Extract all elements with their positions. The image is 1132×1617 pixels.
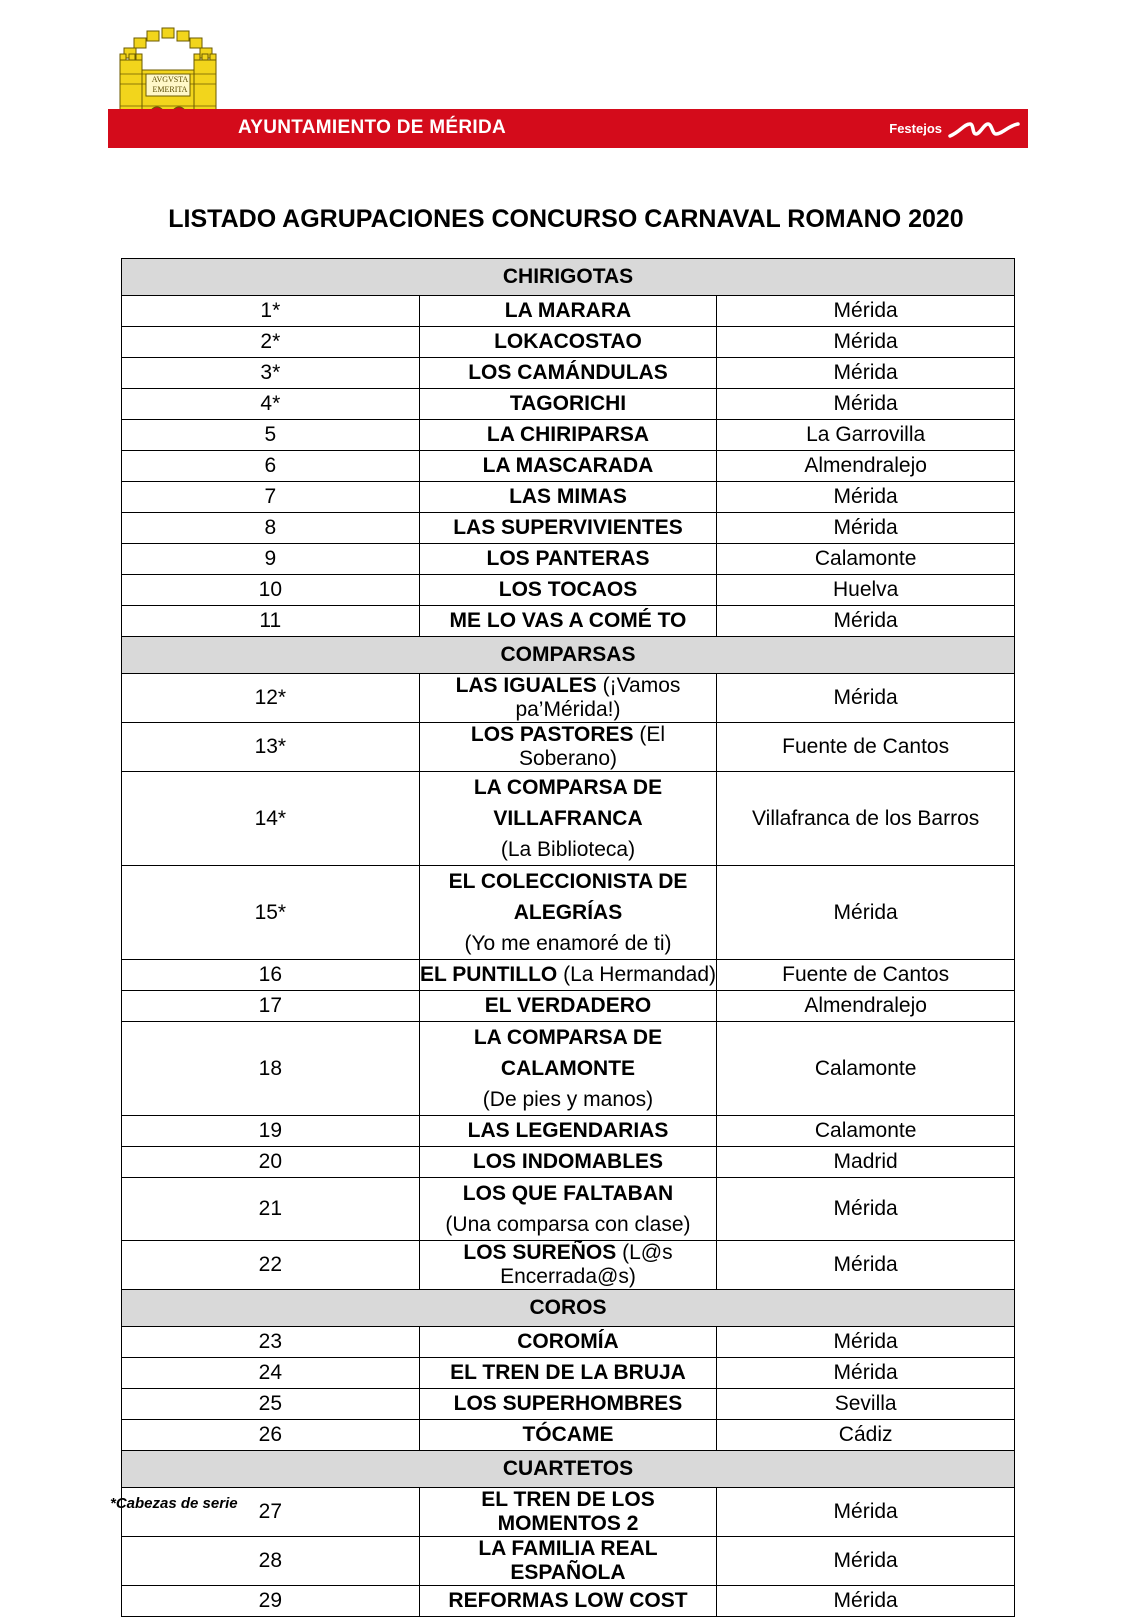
group-subtitle: (Yo me enamoré de ti) bbox=[464, 932, 672, 955]
group-number: 23 bbox=[122, 1327, 420, 1358]
group-subtitle: (L@s Encerrada@s) bbox=[500, 1241, 673, 1288]
group-number: 16 bbox=[122, 960, 420, 991]
group-name: LAS IGUALES bbox=[455, 674, 597, 697]
group-number: 4* bbox=[122, 389, 420, 420]
group-name: ME LO VAS A COMÉ TO bbox=[449, 609, 687, 632]
group-city: Mérida bbox=[717, 513, 1015, 544]
table-row bbox=[122, 1586, 1015, 1617]
group-name-cell bbox=[419, 1420, 717, 1451]
group-number: 2* bbox=[122, 327, 420, 358]
group-name-cell bbox=[419, 327, 717, 358]
table-row bbox=[122, 513, 1015, 544]
group-name: LA COMPARSA DE VILLAFRANCA bbox=[473, 776, 663, 830]
group-name-cell bbox=[419, 1022, 717, 1116]
group-number: 29 bbox=[122, 1586, 420, 1617]
group-name: LOS QUE FALTABAN bbox=[462, 1182, 674, 1205]
group-number: 11 bbox=[122, 606, 420, 637]
section-header-row bbox=[122, 259, 1015, 296]
group-subtitle: (De pies y manos) bbox=[482, 1088, 654, 1111]
group-name-cell bbox=[419, 674, 717, 723]
group-name-cell bbox=[419, 1241, 717, 1290]
group-city: Mérida bbox=[717, 1537, 1015, 1586]
group-name-cell bbox=[419, 296, 717, 327]
table-row bbox=[122, 1420, 1015, 1451]
group-name: LA MASCARADA bbox=[482, 454, 654, 477]
group-name-cell bbox=[419, 358, 717, 389]
group-name-cell bbox=[419, 482, 717, 513]
section-header-row bbox=[122, 1451, 1015, 1488]
group-city: Mérida bbox=[717, 1488, 1015, 1537]
group-name-cell bbox=[419, 1327, 717, 1358]
group-name-cell bbox=[419, 772, 717, 866]
group-subtitle: (La Hermandad) bbox=[563, 963, 716, 986]
table-row bbox=[122, 327, 1015, 358]
group-name: LAS MIMAS bbox=[509, 485, 627, 508]
table-row bbox=[122, 866, 1015, 960]
group-name: LOS SUREÑOS bbox=[463, 1241, 617, 1264]
table-row bbox=[122, 1327, 1015, 1358]
group-city: Mérida bbox=[717, 327, 1015, 358]
table-row bbox=[122, 1389, 1015, 1420]
group-name-cell bbox=[419, 606, 717, 637]
festejos-swoosh-icon bbox=[946, 116, 1022, 144]
group-name-cell bbox=[419, 1537, 717, 1586]
table-row bbox=[122, 358, 1015, 389]
group-city: Calamonte bbox=[717, 544, 1015, 575]
group-number: 8 bbox=[122, 513, 420, 544]
group-city: Mérida bbox=[717, 606, 1015, 637]
group-name-cell bbox=[419, 544, 717, 575]
group-number: 18 bbox=[122, 1022, 420, 1116]
group-name: LOS PANTERAS bbox=[486, 547, 650, 570]
table-row bbox=[122, 482, 1015, 513]
group-subtitle: (Una comparsa con clase) bbox=[445, 1213, 691, 1236]
group-number: 3* bbox=[122, 358, 420, 389]
page-title: LISTADO AGRUPACIONES CONCURSO CARNAVAL ROMANO 2020 bbox=[168, 205, 964, 233]
group-name: LAS SUPERVIVIENTES bbox=[453, 516, 683, 539]
group-number: 10 bbox=[122, 575, 420, 606]
group-city: Mérida bbox=[717, 389, 1015, 420]
table-row bbox=[122, 389, 1015, 420]
group-name-cell bbox=[419, 451, 717, 482]
group-city: Almendralejo bbox=[717, 991, 1015, 1022]
table-row bbox=[122, 723, 1015, 772]
section-title: CHIRIGOTAS bbox=[122, 259, 1015, 296]
group-subtitle: (¡Vamos pa’Mérida!) bbox=[515, 674, 681, 721]
table-row bbox=[122, 1358, 1015, 1389]
group-name: LA FAMILIA REAL ESPAÑOLA bbox=[478, 1537, 658, 1584]
footnote: *Cabezas de serie bbox=[110, 1495, 238, 1512]
group-name: EL TREN DE LOS MOMENTOS 2 bbox=[481, 1488, 655, 1535]
group-name: LOS SUPERHOMBRES bbox=[453, 1392, 683, 1415]
group-city: Cádiz bbox=[717, 1420, 1015, 1451]
group-city: Fuente de Cantos bbox=[717, 723, 1015, 772]
group-name: REFORMAS LOW COST bbox=[448, 1589, 688, 1612]
group-number: 5 bbox=[122, 420, 420, 451]
group-number: 21 bbox=[122, 1178, 420, 1241]
header bbox=[108, 26, 1028, 148]
group-name: COROMÍA bbox=[517, 1330, 619, 1353]
group-number: 25 bbox=[122, 1389, 420, 1420]
table-row bbox=[122, 1537, 1015, 1586]
group-name: LOS CAMÁNDULAS bbox=[468, 361, 668, 384]
group-city: La Garrovilla bbox=[717, 420, 1015, 451]
group-city: Mérida bbox=[717, 674, 1015, 723]
group-number: 14* bbox=[122, 772, 420, 866]
group-city: Sevilla bbox=[717, 1389, 1015, 1420]
group-city: Madrid bbox=[717, 1147, 1015, 1178]
group-name-cell bbox=[419, 1178, 717, 1241]
table-row bbox=[122, 1147, 1015, 1178]
groups-table bbox=[121, 258, 1015, 1617]
group-name: TÓCAME bbox=[522, 1423, 614, 1446]
table-row bbox=[122, 674, 1015, 723]
group-city: Fuente de Cantos bbox=[717, 960, 1015, 991]
group-number: 13* bbox=[122, 723, 420, 772]
group-city: Mérida bbox=[717, 482, 1015, 513]
table-row bbox=[122, 420, 1015, 451]
group-number: 26 bbox=[122, 1420, 420, 1451]
group-number: 19 bbox=[122, 1116, 420, 1147]
group-name: LOKACOSTAO bbox=[494, 330, 642, 353]
table-row bbox=[122, 991, 1015, 1022]
groups-table-body bbox=[122, 259, 1015, 1617]
group-city: Mérida bbox=[717, 358, 1015, 389]
group-name-cell bbox=[419, 1147, 717, 1178]
table-row bbox=[122, 296, 1015, 327]
group-number: 1* bbox=[122, 296, 420, 327]
group-name: LA COMPARSA DE CALAMONTE bbox=[473, 1026, 663, 1080]
group-city: Calamonte bbox=[717, 1022, 1015, 1116]
group-name: LOS TOCAOS bbox=[498, 578, 638, 601]
group-number: 15* bbox=[122, 866, 420, 960]
group-name: EL VERDADERO bbox=[484, 994, 652, 1017]
group-name-cell bbox=[419, 960, 717, 991]
section-title: COMPARSAS bbox=[122, 637, 1015, 674]
group-city: Villafranca de los Barros bbox=[717, 772, 1015, 866]
group-name-cell bbox=[419, 991, 717, 1022]
group-name-cell bbox=[419, 389, 717, 420]
group-name-cell bbox=[419, 420, 717, 451]
group-number: 22 bbox=[122, 1241, 420, 1290]
group-name: EL PUNTILLO bbox=[419, 963, 558, 986]
group-number: 27 bbox=[122, 1488, 420, 1537]
group-name: EL COLECCIONISTA DE ALEGRÍAS bbox=[448, 870, 688, 924]
group-name: LOS PASTORES bbox=[470, 723, 634, 746]
group-name-cell bbox=[419, 1116, 717, 1147]
table-row bbox=[122, 606, 1015, 637]
table-row bbox=[122, 1022, 1015, 1116]
section-header-row bbox=[122, 637, 1015, 674]
table-row bbox=[122, 772, 1015, 866]
group-city: Huelva bbox=[717, 575, 1015, 606]
group-city: Calamonte bbox=[717, 1116, 1015, 1147]
group-number: 12* bbox=[122, 674, 420, 723]
group-name: LA CHIRIPARSA bbox=[486, 423, 650, 446]
group-number: 17 bbox=[122, 991, 420, 1022]
group-name: LOS INDOMABLES bbox=[472, 1150, 664, 1173]
section-title: CUARTETOS bbox=[122, 1451, 1015, 1488]
group-name-cell bbox=[419, 575, 717, 606]
group-name-cell bbox=[419, 1586, 717, 1617]
group-city: Mérida bbox=[717, 296, 1015, 327]
group-city: Mérida bbox=[717, 1327, 1015, 1358]
group-number: 9 bbox=[122, 544, 420, 575]
table-row bbox=[122, 1178, 1015, 1241]
crest-text-line2: EMERITA bbox=[152, 85, 188, 94]
table-row bbox=[122, 1241, 1015, 1290]
group-city: Almendralejo bbox=[717, 451, 1015, 482]
group-city: Mérida bbox=[717, 1586, 1015, 1617]
table-row bbox=[122, 960, 1015, 991]
section-title: COROS bbox=[122, 1290, 1015, 1327]
group-city: Mérida bbox=[717, 1358, 1015, 1389]
group-name-cell bbox=[419, 723, 717, 772]
group-number: 28 bbox=[122, 1537, 420, 1586]
organization-name: AYUNTAMIENTO DE MÉRIDA bbox=[238, 117, 507, 138]
group-number: 20 bbox=[122, 1147, 420, 1178]
department-name: Festejos bbox=[889, 121, 942, 136]
group-name: LA MARARA bbox=[504, 299, 632, 322]
group-number: 24 bbox=[122, 1358, 420, 1389]
group-name: EL TREN DE LA BRUJA bbox=[450, 1361, 686, 1384]
group-name: LAS LEGENDARIAS bbox=[467, 1119, 669, 1142]
group-number: 7 bbox=[122, 482, 420, 513]
crest-text-line1: AVGVSTA bbox=[151, 75, 189, 84]
group-city: Mérida bbox=[717, 1241, 1015, 1290]
group-name-cell bbox=[419, 1358, 717, 1389]
table-row bbox=[122, 1116, 1015, 1147]
group-number: 6 bbox=[122, 451, 420, 482]
group-city: Mérida bbox=[717, 1178, 1015, 1241]
table-row bbox=[122, 575, 1015, 606]
group-name-cell bbox=[419, 1389, 717, 1420]
table-row bbox=[122, 544, 1015, 575]
group-name-cell bbox=[419, 866, 717, 960]
group-name: TAGORICHI bbox=[509, 392, 627, 415]
group-city: Mérida bbox=[717, 866, 1015, 960]
table-row bbox=[122, 1488, 1015, 1537]
group-subtitle: (La Biblioteca) bbox=[500, 838, 636, 861]
group-subtitle: (El Soberano) bbox=[518, 723, 666, 770]
table-row bbox=[122, 451, 1015, 482]
group-name-cell bbox=[419, 1488, 717, 1537]
group-name-cell bbox=[419, 513, 717, 544]
section-header-row bbox=[122, 1290, 1015, 1327]
